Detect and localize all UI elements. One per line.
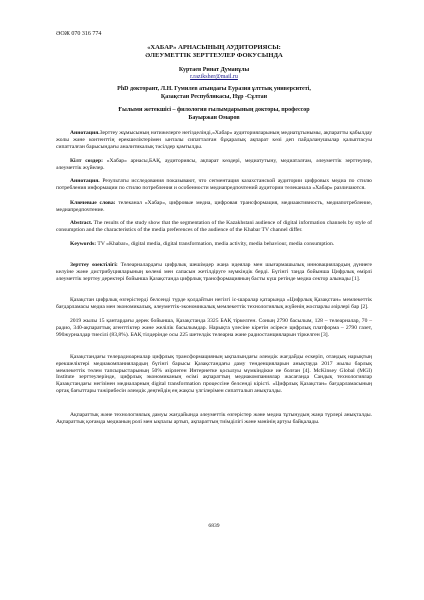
keywords-russian-text: телеканал «Хабар», цифровые медиа, цифровая трансформация, медиаактивность, медиапотребление, медиапредпочтение. [56,200,372,213]
abstract-kazakh-label: Аннотация. [70,130,100,136]
keywords-english [56,241,372,248]
page-number: 6839 [208,523,220,529]
abstract-english-text: The results of the study show that the segmentation of the Kazakhstani audience of digital information channels by style of consumption and the characteristics of the media preferences of the audience of the Khabar TV channel differ. [56,220,372,233]
abstract-english-label: Abstract. [70,220,93,226]
body-paragraph-3: 2019 жылы 15 қантардағы дерек бойынша, Қазақстанда 3325 БАҚ тіркелген. Соның 2790 басылым, 128 – телеарналар, 70 – радио, 340-ақпараттық агенттіктер және желілік басылымдар. Нарықта үлесіне кіретін әсіресе цифрлық платформа – 2790 газет, 990журналдар тиесілі (83,8%). БАҚ тілдерінде осы 225 шетелдік телеарна және радиостанцияларын тіркелген [3]. [56,318,372,338]
author-email[interactable]: r.raziksher@mail.ru [190,74,238,80]
keywords-russian [56,200,372,214]
advisor-title: Ғылыми жетекшісі – филология ғылымдарының докторы, профессор [118,107,310,113]
udc-code: ӘОЖ 070 316 774 [56,31,102,37]
abstract-kazakh-text: Зерттеу жұмысының нәтижелерге негізделінді,«Хабар» аудиторияларының медиатұтынымы, ақпаратты қабылдау жолы және контенттің ерекшеліктерімен ынталы сипатталған бұқаралық ақпарат көзі деп пайдаланушылар қалыптасуы сипатталған барысындағы аналитикалық тәсілдер қамтылды. [56,130,372,150]
author-country: Қазақстан Республикасы, Нұр -Сұлтан [160,94,268,100]
body-paragraph-4: Қазақстандағы телерадиоарналар цифрлық трансформацияның ықпалындағы әлемдік жағдайды ескеріп, отандық нарықтың ерекшеліктері медиакомпаниялардың бүгінгі барысы Қазақстандағы даму тенденцияларын анықтауда 2017 жылы барлық мемлекеттік төлем тапсырыстарының 50% әзірлеген Интернетке қосылуы мүмкіндікке ие болған [4]. McKinsey Global (MGI) Institute зерттеулерінде, цифрлық экономиканың өсімі ақпараттың медиакомпаниялар жасағанда Сандық технологиялар Қазақстандағы негізінен медиаларның digital transformation процессіне белсенді кірісті. «Цифрлық Қазақстан» бағдарламасының ортақ бағыттары тәжірибесін әлемдік деңгейдің ең жақсы үлгілерімен сипатталып анықталды. [56,354,372,394]
keywords-english-text: TV «Khabar», digital media, digital transformation, media activity, media behaviour, media consumption. [96,241,335,247]
article-title-line-2: ӘЛЕУМЕТТІК ЗЕРТТЕУЛЕР ФОКУСЫНДА [145,52,283,59]
keywords-kazakh-label: Кілт сөздер: [70,158,103,164]
author-degree: PhD докторант, Л.Н. Гумилев атындағы Еуразия ұлттық университеті, [117,86,311,92]
abstract-russian-label: Аннотация. [70,178,100,184]
body-paragraph-1 [56,262,372,282]
body-paragraph-1-lead: Зерттеу өзектілігі: [70,262,118,268]
advisor-name: Бауыржан Омаров [188,115,240,121]
body-paragraph-1-text: Телеарналардағы цифрлық шешімдер жаңа идеялар мен шығармашылық инновациялардың дүниеге келуіне және дистрибуцияларының көлемі мен сапасын жетілдіруге мүмкіндік берді. Бүгінгі таңда бойынша Цифрлық өмірлі әлеуметтік зерттеу деректері бойынша Қазақстанда цифрлық трансформацияның басты күш ретінде медиа сектор алынады [1]. [56,262,372,282]
article-title-line-1: «ХАБАР» АРНАСЫНЫҢ АУДИТОРИЯСЫ: [147,44,281,51]
keywords-russian-label: Ключевые слова: [70,200,116,206]
abstract-russian [56,178,372,192]
body-paragraph-2: Қазақстан цифрлық өзгерістерді белсенді түрде қолдайтын негізгі іс-шаралар қатарында «Цифрлық Қазақстан» мемлекеттік бағдарламасы медиа мен экономикалық, әлеуметтік-экономикалық мемлекеттік технологиялық жүйенің жоспарлы әзірлері бар [2]. [56,297,372,310]
abstract-kazakh [56,130,372,150]
keywords-kazakh-text: «Хабар» арнасы,БАҚ, аудиториясы, ақпарат көздері, медиатутыну, медиаталғам, әлеуметтік зерттеулер, әлеуметтік жүйелер. [56,158,372,171]
author-name: Куртаев Ринат Думанұлы [178,67,250,73]
abstract-english [56,220,372,234]
keywords-kazakh [56,158,372,172]
keywords-english-label: Keywords: [70,241,97,247]
abstract-russian-text: Результаты исследования показывают, что сегментация казахстанской аудитории цифровых медиа по стилю потребления информации по стилю потребления и особенности медиапредпочтений аудитории телеканала «Хабар» различаются. [56,178,372,191]
body-paragraph-5: Ақпараттық және технологиялық дамуы жағдайында әлеуметтік өзгерістер және медиа тұтынудың жаңа түрлері анықталды. Ақпараттық қоғамда медианың ролі мен ықпалы артып, ақпараттың тиімділігі және мәнінің артуы байқалады. [56,412,372,425]
